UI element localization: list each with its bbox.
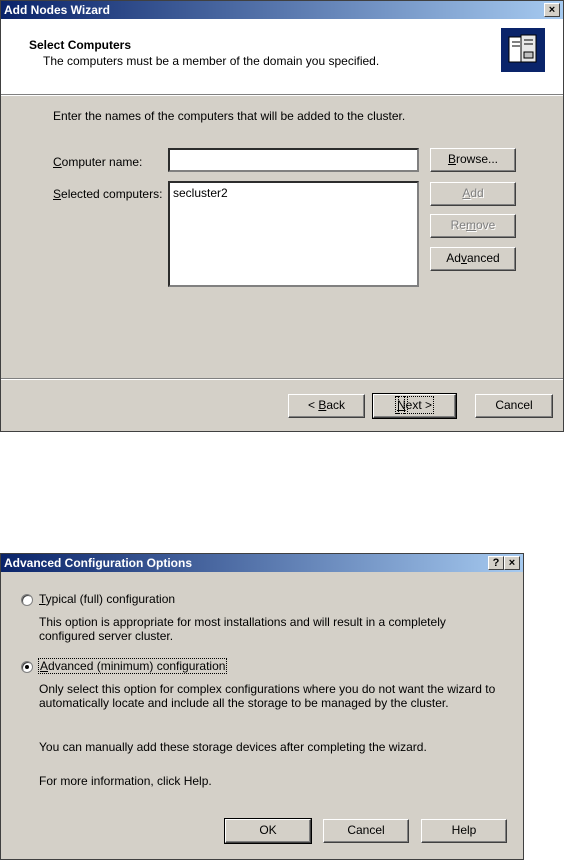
- add-button[interactable]: Add: [430, 182, 516, 206]
- close-icon[interactable]: ×: [504, 556, 520, 570]
- wizard-header: [1, 19, 563, 94]
- remove-button[interactable]: Remove: [430, 214, 516, 238]
- selected-computers-list[interactable]: [168, 181, 419, 287]
- typical-config-radio[interactable]: [21, 594, 33, 606]
- browse-button[interactable]: Browse...: [430, 148, 516, 172]
- ok-button[interactable]: OK: [225, 819, 311, 843]
- advanced-config-label[interactable]: Advanced (minimum) configuration: [40, 659, 226, 673]
- advanced-titlebar[interactable]: [1, 554, 523, 572]
- header-divider: [1, 94, 563, 96]
- instructions-text: Enter the names of the computers that will be added to the cluster.: [53, 109, 406, 123]
- wizard-title: Add Nodes Wizard: [4, 3, 110, 17]
- header-title: Select Computers: [29, 38, 132, 52]
- advanced-config-description: Only select this option for complex configurations where you do not want the wizard to automatically locate and include all the storage to be managed by the cluster.: [39, 682, 496, 710]
- next-button[interactable]: Next >: [373, 394, 456, 418]
- advanced-configuration-dialog: [0, 553, 524, 860]
- selected-computers-label: Selected computers:: [53, 187, 163, 201]
- close-icon[interactable]: ×: [544, 3, 560, 17]
- help-icon[interactable]: ?: [488, 556, 504, 570]
- wizard-titlebar[interactable]: [1, 1, 563, 19]
- typical-config-label[interactable]: Typical (full) configuration: [39, 592, 176, 606]
- server-computers-icon: [501, 28, 545, 72]
- back-button[interactable]: < Back: [288, 394, 365, 418]
- advanced-title: Advanced Configuration Options: [4, 556, 192, 570]
- computer-name-label: Computer name:: [53, 155, 143, 169]
- help-button[interactable]: Help: [421, 819, 507, 843]
- typical-config-description: This option is appropriate for most installations and will result in a completely configured server cluster.: [39, 615, 446, 643]
- help-note: For more information, click Help.: [39, 774, 212, 788]
- list-item[interactable]: secluster2: [173, 186, 228, 200]
- footer-divider: [1, 378, 563, 380]
- computer-name-input[interactable]: [168, 148, 419, 172]
- radio-selected-dot: [25, 665, 29, 669]
- dialog-cancel-button[interactable]: Cancel: [323, 819, 409, 843]
- header-subtitle: The computers must be a member of the domain you specified.: [43, 54, 380, 68]
- cancel-button[interactable]: Cancel: [475, 394, 553, 418]
- manual-add-note: You can manually add these storage devices after completing the wizard.: [39, 740, 427, 754]
- advanced-config-radio[interactable]: [21, 661, 33, 673]
- advanced-button[interactable]: Advanced: [430, 247, 516, 271]
